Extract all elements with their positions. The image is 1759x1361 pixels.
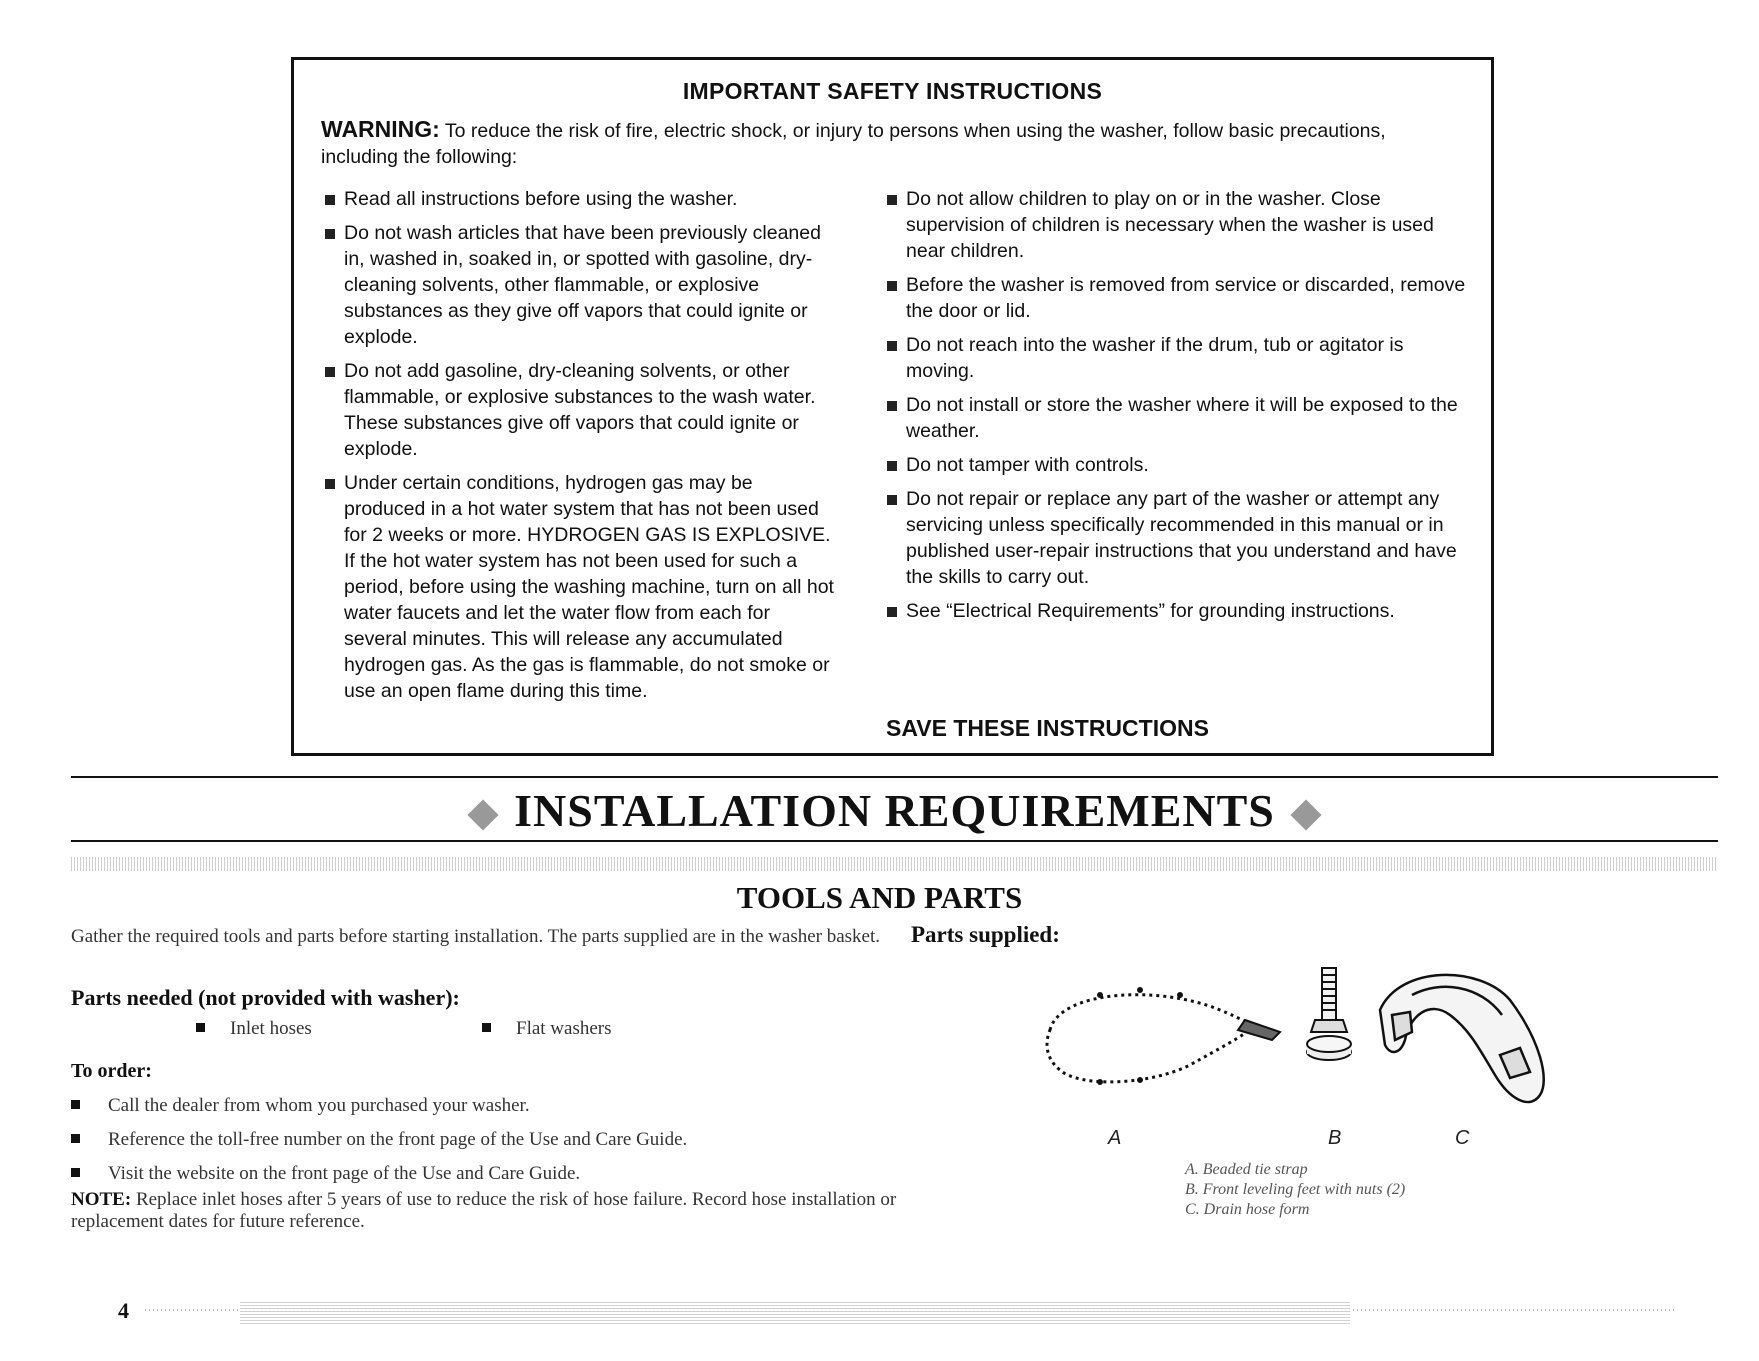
drain-hose-form-drawing <box>1380 975 1544 1102</box>
figure-captions <box>1185 1160 1405 1220</box>
parts-illustration <box>1040 960 1600 1150</box>
warning-paragraph <box>321 116 1451 170</box>
square-bullet-icon <box>196 1023 205 1032</box>
to-order-item: Visit the website on the front page of the Use and Care Guide. <box>71 1162 921 1186</box>
figure-label-a: A <box>1108 1127 1122 1149</box>
section-title <box>71 784 1718 837</box>
square-bullet-icon <box>887 341 897 351</box>
square-bullet-icon <box>325 195 335 205</box>
warning-label: WARNING: <box>321 116 440 142</box>
parts-needed-heading: Parts needed (not provided with washer): <box>71 985 460 1010</box>
caption-line: B. Front leveling feet with nuts (2) <box>1185 1181 1406 1198</box>
tools-intro: Gather the required tools and parts before starting installation. The parts supplied are in the washer basket. <box>71 926 881 947</box>
beaded-tie-strap-drawing <box>1047 988 1280 1084</box>
safety-instructions-box <box>291 57 1494 756</box>
to-order-item: Call the dealer from whom you purchased your washer. <box>71 1094 921 1118</box>
safety-item: Do not add gasoline, dry-cleaning solvents, or other flammable, or explosive substances to the wash water. These substances give off vapors that could ignite or explode. <box>324 358 834 462</box>
square-bullet-icon <box>325 229 335 239</box>
square-bullet-icon <box>482 1023 491 1032</box>
section-rule-bottom <box>71 840 1718 842</box>
save-instructions-title: SAVE THESE INSTRUCTIONS <box>886 715 1209 741</box>
safety-list-right <box>886 186 1471 632</box>
square-bullet-icon <box>887 495 897 505</box>
square-bullet-icon <box>325 479 335 489</box>
safety-item: See “Electrical Requirements” for grounding instructions. <box>886 598 1471 624</box>
safety-item: Do not reach into the washer if the drum, tub or agitator is moving. <box>886 332 1471 384</box>
caption-line: C. Drain hose form <box>1185 1201 1310 1218</box>
section-title-text: INSTALLATION REQUIREMENTS <box>514 785 1275 836</box>
safety-item: Under certain conditions, hydrogen gas may be produced in a hot water system that has not been used for 2 weeks or more. HYDROGEN GAS IS EXPLOSIVE. If the hot water system has not been used for such a period, before using the washing machine, turn on all hot water faucets and let the water flow from each for several minutes. This will release any accumulated hydrogen gas. As the gas is flammable, do not smoke or use an open flame during this time. <box>324 470 834 704</box>
note-text: Replace inlet hoses after 5 years of use to reduce the risk of hose failure. Record hose installation or replacement dates for future reference. <box>71 1189 897 1232</box>
figure-label-c: C <box>1455 1127 1470 1149</box>
warning-text: To reduce the risk of fire, electric shock, or injury to persons when using the washer, follow basic precautions, including the following: <box>321 120 1386 168</box>
diamond-icon <box>468 800 499 831</box>
square-bullet-icon <box>325 367 335 377</box>
safety-item: Do not wash articles that have been previously cleaned in, washed in, soaked in, or spotted with gasoline, dry-cleaning solvents, other flammable, or explosive substances as they give off vapors that could ignite or explode. <box>324 220 834 350</box>
safety-item: Before the washer is removed from service or discarded, remove the door or lid. <box>886 272 1471 324</box>
halftone-divider <box>71 857 1718 871</box>
footer-halftone-band <box>240 1300 1350 1324</box>
page-number: 4 <box>118 1298 129 1323</box>
square-bullet-icon <box>887 401 897 411</box>
safety-item: Do not install or store the washer where it will be exposed to the weather. <box>886 392 1471 444</box>
section-rule-top <box>71 776 1718 778</box>
tools-and-parts-title: TOOLS AND PARTS <box>736 880 1023 915</box>
square-bullet-icon <box>887 195 897 205</box>
to-order-heading: To order: <box>71 1060 152 1082</box>
note-paragraph <box>71 1189 901 1233</box>
square-bullet-icon <box>887 607 897 617</box>
safety-item: Do not allow children to play on or in the washer. Close supervision of children is necessary when the washer is used near children. <box>886 186 1471 264</box>
square-bullet-icon <box>887 281 897 291</box>
safety-title: IMPORTANT SAFETY INSTRUCTIONS <box>682 78 1103 104</box>
leveling-foot-drawing <box>1307 968 1351 1060</box>
safety-item: Read all instructions before using the washer. <box>324 186 834 212</box>
figure-label-b: B <box>1328 1127 1342 1149</box>
square-bullet-icon <box>71 1168 80 1177</box>
square-bullet-icon <box>71 1100 80 1109</box>
diamond-icon <box>1290 800 1321 831</box>
to-order-item: Reference the toll-free number on the front page of the Use and Care Guide. <box>71 1128 921 1152</box>
safety-list-left <box>324 186 834 712</box>
caption-line: A. Beaded tie strap <box>1185 1161 1308 1178</box>
parts-supplied-heading: Parts supplied: <box>911 922 1060 947</box>
square-bullet-icon <box>887 461 897 471</box>
safety-item: Do not repair or replace any part of the washer or attempt any servicing unless specifically recommended in this manual or in published user-repair instructions that you understand and have the skills to carry out. <box>886 486 1471 590</box>
note-label: NOTE: <box>71 1189 132 1210</box>
parts-needed-item: Inlet hoses <box>196 1018 312 1040</box>
safety-item: Do not tamper with controls. <box>886 452 1471 478</box>
to-order-list <box>71 1094 921 1196</box>
parts-needed-item: Flat washers <box>482 1018 612 1040</box>
square-bullet-icon <box>71 1134 80 1143</box>
